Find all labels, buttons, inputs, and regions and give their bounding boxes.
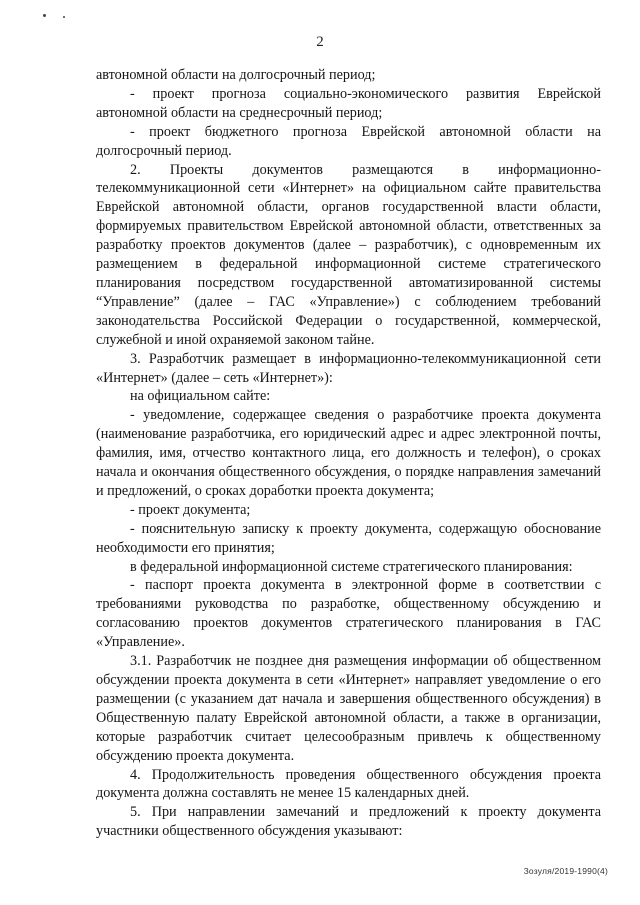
paragraph: 4. Продолжительность проведения общественного обсуждения проекта документа должна составлять не менее 15 календарных дней. (96, 766, 601, 802)
paragraph: - проект бюджетного прогноза Еврейской автономной области на долгосрочный период. (96, 123, 601, 159)
paragraph: - уведомление, содержащее сведения о разработчике проекта документа (наименование разработчика, его юридический адрес и адрес электронной почты, фамилия, имя, отчество контактного лица, его должность и телефон), о сроках начала и окончания общественного обсуждения, о порядке направления замечаний и предложений, о сроках доработки проекта документа; (96, 407, 601, 499)
paragraph: 2. Проекты документов размещаются в информационно-телекоммуникационной сети «Интернет» на официальном сайте правительства Еврейской автономной области, органов государственной власти области, формируемых правительством Еврейской автономной области, ответственных за разработку проектов документов (далее – разработчик), с одновременным их размещением в федеральной информационной системе стратегического планирования посредством государственной автоматизированной системы “Управление” (далее – ГАС «Управление») с соблюдением требований законодательства Российской Федерации о государственной, коммерческой, служебной и иной охраняемой законом тайне. (96, 161, 601, 348)
paragraph: - проект документа; (130, 501, 251, 518)
scan-dot (43, 14, 46, 17)
paragraph: в федеральной информационной системе стратегического планирования: (130, 558, 573, 575)
scan-dot (63, 16, 65, 18)
document-footer-code: Зозуля/2019-1990(4) (523, 866, 608, 876)
paragraph: - пояснительную записку к проекту документа, содержащую обоснование необходимости его принятия; (96, 520, 601, 556)
paragraph: на официальном сайте: (130, 388, 271, 405)
paragraph: - проект прогноза социально-экономического развития Еврейской автономной области на среднесрочный период; (96, 85, 601, 121)
paragraph: - паспорт проекта документа в электронной форме в соответствии с требованиями руководства по разработке, общественному обсуждению и согласованию проектов документов стратегического планирования в ГАС «Управление». (96, 577, 601, 651)
page-number: 2 (316, 34, 324, 50)
paragraph: 3.1. Разработчик не позднее дня размещения информации об общественном обсуждении проекта документа в сети «Интернет» направляет уведомление о его размещении (с указанием дат начала и завершения общественного обсуждения) в Общественную палату Еврейской автономной области, а также в организации, которые разработчик считает целесообразным привлечь к общественному обсуждению проекта документа. (96, 653, 601, 764)
document-body (96, 66, 601, 841)
paragraph: 3. Разработчик размещает в информационно-телекоммуникационной сети «Интернет» (далее – сеть «Интернет»): (96, 350, 601, 386)
paragraph: 5. При направлении замечаний и предложений к проекту документа участники общественного обсуждения указывают: (96, 804, 601, 840)
paragraph: автономной области на долгосрочный период; (96, 67, 376, 83)
